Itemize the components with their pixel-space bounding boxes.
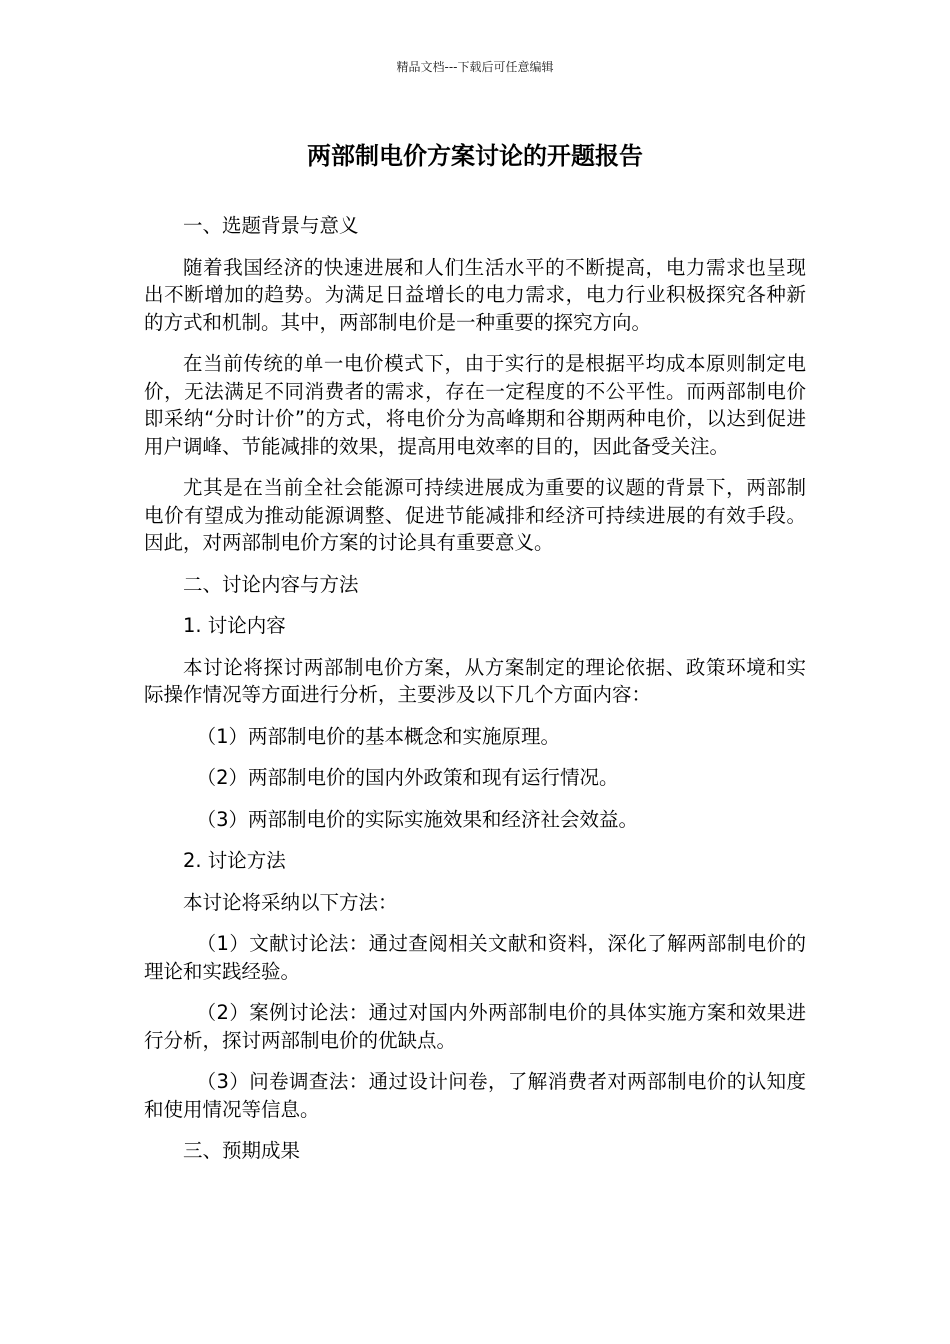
- list-item-method-1: （1）文献讨论法：通过查阅相关文献和资料，深化了解两部制电价的理论和实践经验。: [144, 932, 806, 983]
- subheading-method: 2. 讨论方法: [183, 849, 286, 872]
- paragraph-background-3: 尤其是在当前全社会能源可持续进展成为重要的议题的背景下，两部制电价有望成为推动能源调整、促进节能减排和经济可持续进展的有效手段。因此，对两部制电价方案的讨论具有重要意义。: [144, 476, 806, 554]
- paragraph-background-1: 随着我国经济的快速进展和人们生活水平的不断提高，电力需求也呈现出不断增加的趋势。为满足日益增长的电力需求，电力行业积极探究各种新的方式和机制。其中，两部制电价是一种重要的探究方向。: [144, 255, 806, 334]
- list-item-method-2: （2）案例讨论法：通过对国内外两部制电价的具体实施方案和效果进行分析，探讨两部制电价的优缺点。: [144, 1001, 806, 1052]
- section-heading-content-method: 二、讨论内容与方法: [183, 572, 359, 596]
- list-item-content-3: （3）两部制电价的实际实施效果和经济社会效益。: [196, 807, 639, 831]
- list-item-content-1: （1）两部制电价的基本概念和实施原理。: [196, 724, 561, 748]
- paragraph-background-2: 在当前传统的单一电价模式下，由于实行的是根据平均成本原则制定电价，无法满足不同消费者的需求，存在一定程度的不公平性。而两部制电价即采纳“分时计价”的方式，将电价分为高峰期和谷期两种电价，以达到促进用户调峰、节能减排的效果，提高用电效率的目的，因此备受关注。: [144, 352, 806, 458]
- header-note: 精品文档---下载后可任意编辑: [396, 60, 554, 74]
- section-heading-background: 一、选题背景与意义: [183, 214, 359, 237]
- list-item-method-3: （3）问卷调查法：通过设计问卷，了解消费者对两部制电价的认知度和使用情况等信息。: [144, 1070, 806, 1121]
- list-item-content-2: （2）两部制电价的国内外政策和现有运行情况。: [196, 766, 619, 789]
- document-title: 两部制电价方案讨论的开题报告: [307, 142, 643, 170]
- subheading-content: 1. 讨论内容: [183, 614, 286, 637]
- document-body: [144, 212, 806, 1179]
- paragraph-content-intro: 本讨论将探讨两部制电价方案，从方案制定的理论依据、政策环境和实际操作情况等方面进行分析，主要涉及以下几个方面内容：: [144, 655, 806, 706]
- section-heading-expected-results: 三、预期成果: [183, 1139, 301, 1162]
- paragraph-method-intro: 本讨论将采纳以下方法：: [183, 890, 398, 914]
